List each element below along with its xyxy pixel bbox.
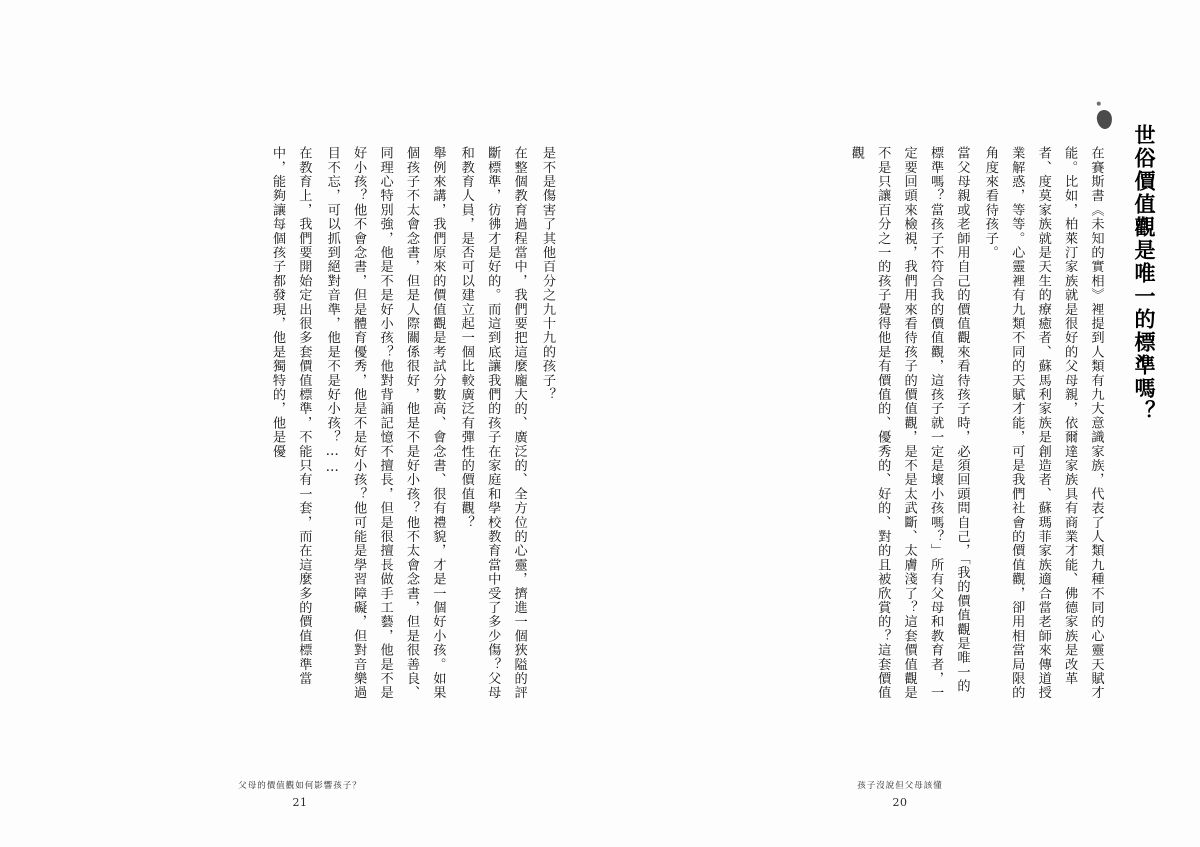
chapter-heading: 世俗價值觀是唯一的標準嗎？ — [1132, 124, 1157, 423]
right-page-text-block — [640, 120, 1160, 757]
running-head: 父母的價值觀如何影響孩子？ — [238, 781, 362, 791]
left-page-footer — [0, 779, 600, 809]
paragraph: 當父母親或老師用自己的價值觀來看待孩子時，必須回頭問自己，「我的價值觀是唯一的標準嗎？當孩子不符合我的價值觀，這孩子就一定是壞小孩嗎？」所有父母和教育者，一定要回頭來檢視，我們用來看待孩子的價值觀，是不是太武斷、太膚淺了？這套價值觀是不是只讓百分之一的孩子覺得他是有價值的、優秀的、好的、對的且被欣賞的？這套價值觀 — [848, 146, 970, 700]
running-head: 孩子沒說但父母該懂 — [857, 781, 943, 791]
paragraph: 舉例來講，我們原來的價值觀是考試分數高、會念書、很有禮貌，才是一個好小孩。如果個孩子不太會念書，但是人際關係很好，他是不是好小孩？他不太會念書，但是很善良、同理心特別強，他是不是好小孩？他對背誦記憶不擅長，但是很擅長做手工藝，他是不是好小孩？他不會念書，但是體育優秀，他是不是好小孩？他可能是學習障礙，但對音樂過目不忘，可以抓到絕對音準，他是不是好小孩？…… — [324, 146, 446, 700]
left-page-text-block — [40, 120, 560, 757]
page-number: 21 — [292, 796, 308, 809]
paragraph: 是不是傷害了其他百分之九十九的孩子？ — [540, 146, 555, 402]
paragraph: 在賽斯書《未知的實相》裡提到人類有九大意識家族，代表了人類九種不同的心靈天賦才能。比如，柏萊汀家族就是很好的父母親，依爾達家族具有商業才能、佛德家族是改革者、度莫家族就是天生的療癒者、蘇馬利家族是創造者、蘇瑪菲家族適合當老師來傳道授業解惑，等等。心靈裡有九類不同的天賦才能，可是我們社會的價值觀，卻用相當局限的角度來看待孩子。 — [982, 146, 1104, 700]
paragraph: 在教育上，我們要開始定出很多套價值標準，不能只有一套，而在這麼多的價值標準當中，能夠讓每個孩子都發現，他是獨特的，他是優 — [269, 146, 312, 686]
paragraph: 在整個教育過程當中，我們要把這麼龐大的、廣泛的、全方位的心靈，擠進一個狹隘的評斷標準，彷彿才是好的。而這到底讓我們的孩子在家庭和學校教育當中受了多少傷？父母和教育人員，是否可以建立起一個比較廣泛有彈性的價值觀？ — [458, 146, 527, 700]
page-number: 20 — [892, 796, 908, 809]
page-gutter — [600, 0, 601, 847]
right-page-footer — [600, 779, 1200, 809]
right-page — [600, 0, 1200, 847]
